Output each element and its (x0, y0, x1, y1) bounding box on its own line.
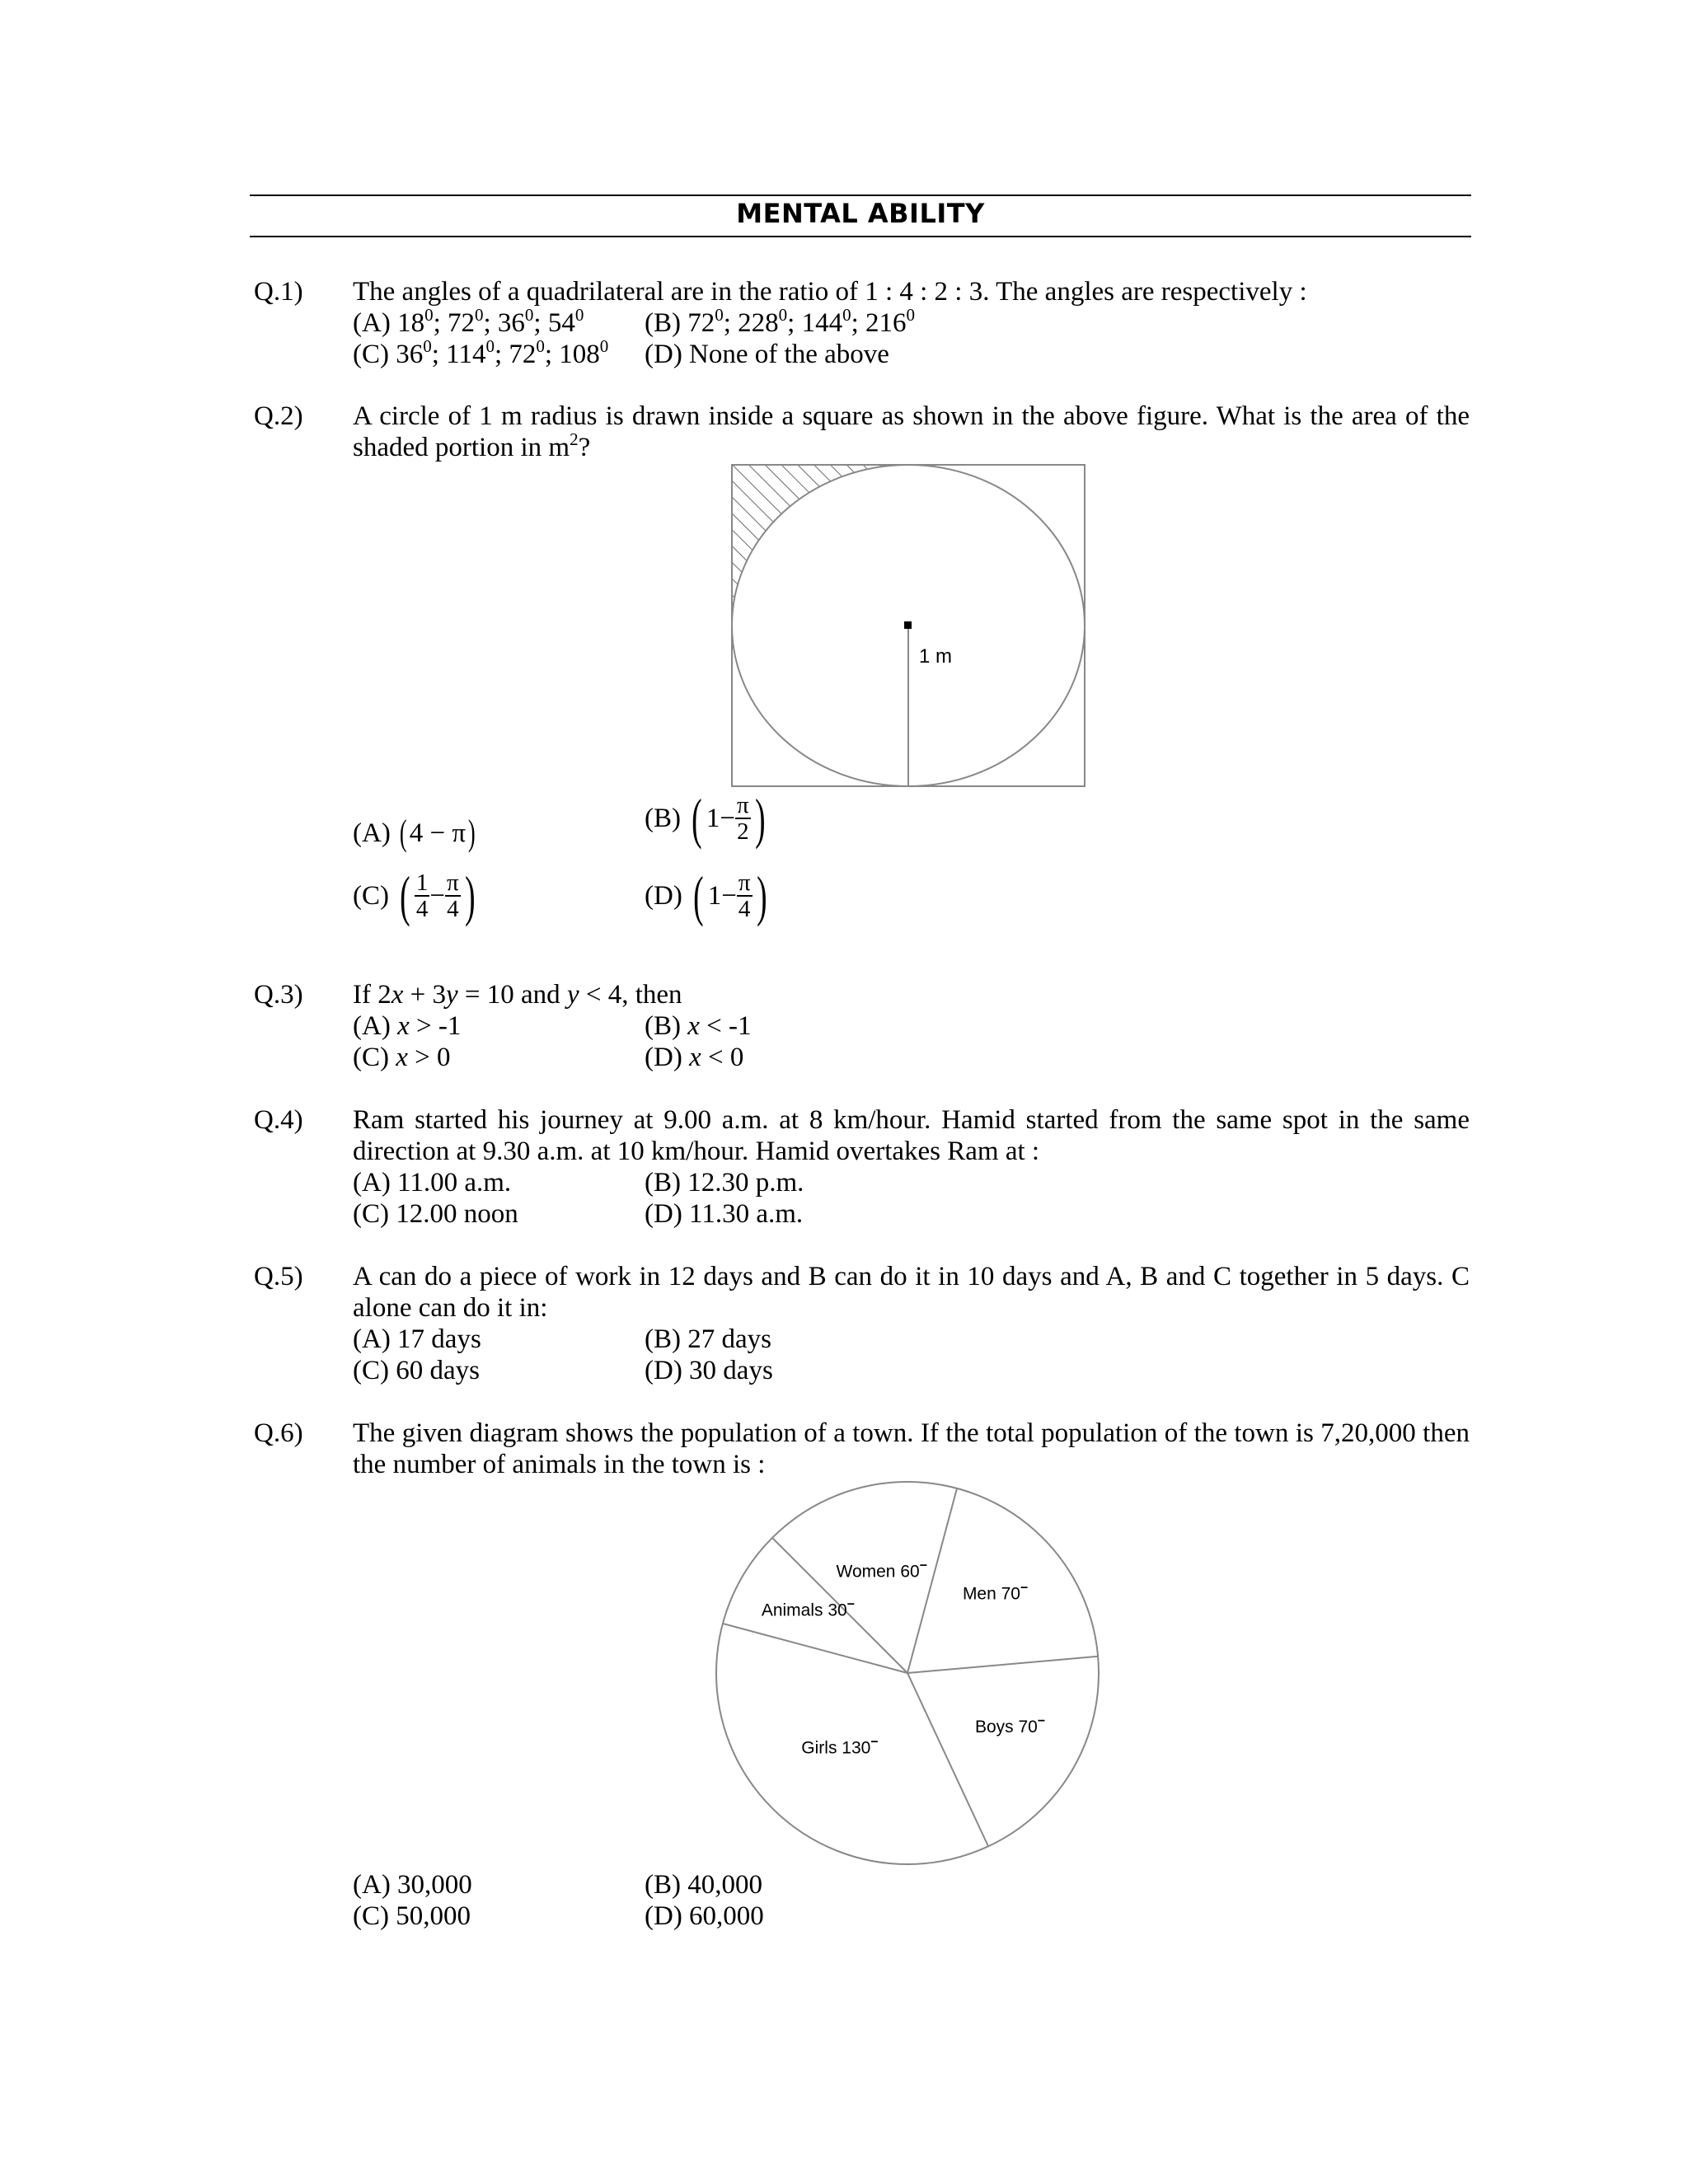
option-a: (A) 17 days (353, 1324, 481, 1354)
option-d: (D) x < 0 (645, 1043, 744, 1072)
question-text: A can do a piece of work in 12 days and B can do it in 10 days and A, B and C together in 5 days. C alone can do it in: (353, 1262, 1470, 1323)
section-title: MENTAL ABILITY (736, 198, 985, 229)
option-b: (B) 12.30 p.m. (645, 1168, 804, 1197)
slice-label-boys: Boys 70− (974, 1713, 1046, 1736)
header-bottom-rule (250, 236, 1471, 237)
slice-boundary-girls (907, 1673, 988, 1846)
question-number: Q.5) (254, 1262, 303, 1291)
option-b: (B) x < -1 (645, 1011, 752, 1041)
option-b: (B) 40,000 (645, 1870, 762, 1900)
slice-boundary-animals (723, 1624, 907, 1673)
option-c: (C) x > 0 (353, 1043, 451, 1072)
option-a: (A) ( 4 − π ) (353, 813, 476, 853)
option-a: (A) 11.00 a.m. (353, 1168, 512, 1197)
circle-in-square-figure (730, 463, 1086, 790)
option-c: (C) 50,000 (353, 1901, 471, 1931)
question-number: Q.3) (254, 980, 303, 1010)
option-b: (B) $72^0$; $228^0$; $144^0$; $216^0$ (645, 305, 916, 338)
slice-label-men: Men 70− (962, 1581, 1029, 1604)
question-text: The given diagram shows the population of a town. If the total population of the town is 7,20,000 then the number of animals in the town is : (353, 1418, 1470, 1479)
slice-label-girls: Girls 130− (801, 1735, 879, 1758)
option-d: (D) 30 days (645, 1356, 773, 1385)
option-c: (C) $36^0$; $114^0$; $72^0$; $108^0$ (353, 336, 609, 369)
radius-label: 1 m (919, 645, 953, 668)
option-c: (C) 60 days (353, 1356, 480, 1385)
option-d: (D) 11.30 a.m. (645, 1199, 804, 1229)
question-text: The angles of a quadrilateral are in the ratio of 1 : 4 : 2 : 3. The angles are respectively : (353, 277, 1307, 307)
question-number: Q.2) (254, 401, 303, 431)
question-number: Q.4) (254, 1105, 303, 1135)
shaded-corner-region (732, 465, 912, 626)
slice-label-women: Women 60− (836, 1558, 928, 1582)
question-text: If 2x + 3y = 10 and y < 4, then (353, 980, 682, 1010)
option-d: (D) None of the above (645, 340, 889, 369)
option-d: (D) ( 1− $\frac{\pi}{4}$ ) (645, 865, 767, 927)
question-text: Ram started his journey at 9.00 a.m. at 8 km/hour. Hamid started from the same spot in the same direction at 9.30 a.m. at 10 km/hour. Hamid overtakes Ram at : (353, 1105, 1470, 1166)
question-text: A circle of 1 m radius is drawn inside a square as shown in the above figure. What is the area of the shaded portion in $m^2$? (353, 401, 1470, 462)
question-number: Q.1) (254, 277, 303, 307)
center-point (904, 621, 912, 629)
option-c: (C) ( $\frac{1}{4}$ − $\frac{\pi}{4}$ ) (353, 865, 476, 927)
option-b: (B) 27 days (645, 1324, 771, 1354)
option-a: (A) x > -1 (353, 1011, 462, 1041)
slice-label-animals: Animals 30− (761, 1597, 856, 1620)
option-b: (B) ( 1− $\frac{\pi}{2}$ ) (645, 787, 766, 850)
slice-boundary-boys (907, 1657, 1098, 1673)
option-a: (A) $18^0$; $72^0$; $36^0$; $54^0$ (353, 305, 584, 338)
population-pie-chart (714, 1477, 1101, 1869)
option-c: (C) 12.00 noon (353, 1199, 518, 1229)
question-number: Q.6) (254, 1418, 303, 1448)
header-top-rule (250, 194, 1471, 196)
option-a: (A) 30,000 (353, 1870, 472, 1900)
option-d: (D) 60,000 (645, 1901, 764, 1931)
